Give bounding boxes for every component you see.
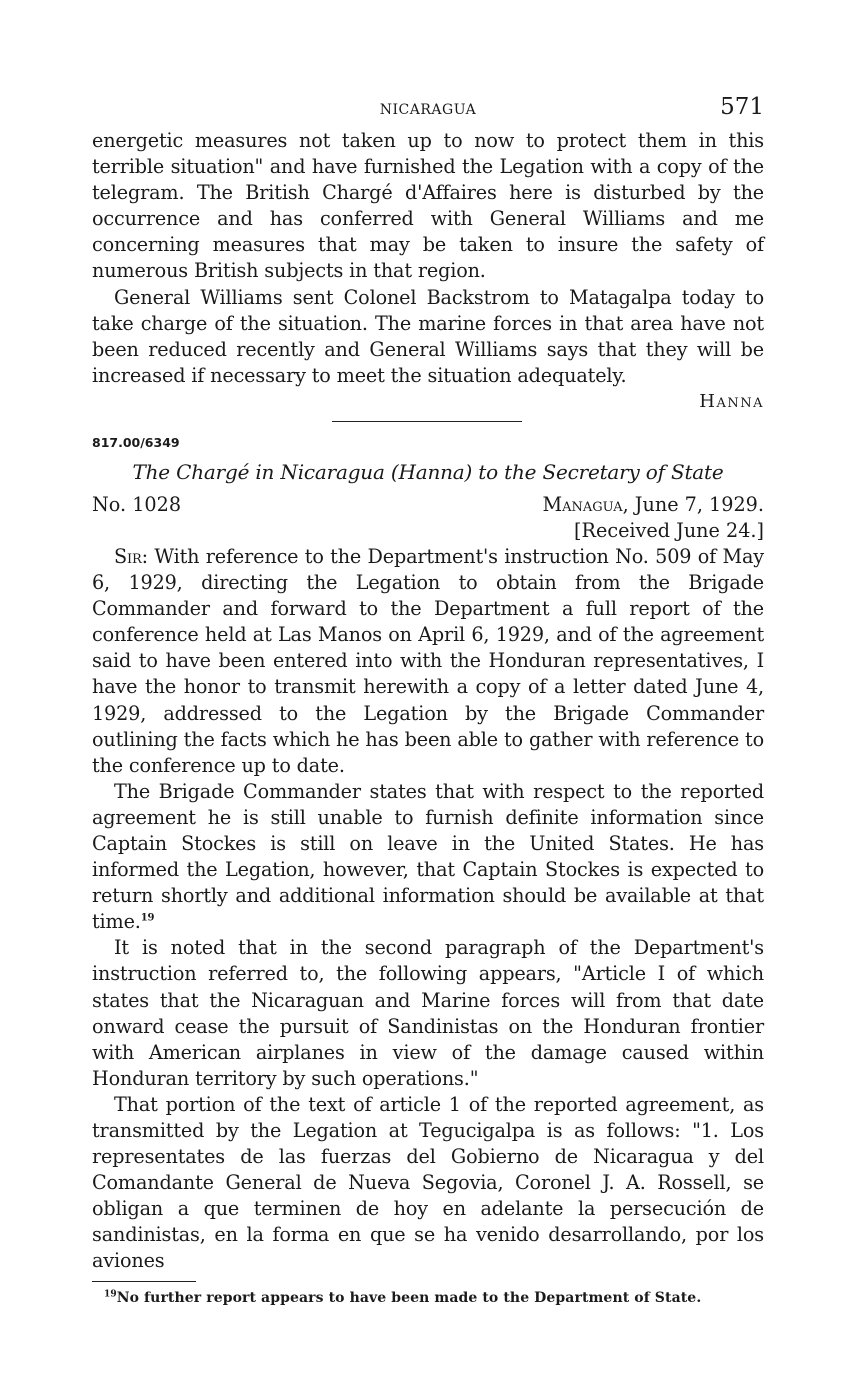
dispatch-date: , June 7, 1929. <box>622 492 764 516</box>
page <box>92 94 764 1308</box>
footnote-marker: 19 <box>104 1288 117 1299</box>
dispatch-place: Managua <box>542 492 623 516</box>
continuation-paragraph-1: energetic measures not taken up to now to protect them in this terrible situation" and have furnished the Legation with a copy of the telegram. The British Chargé d'Affaires here is disturbed by the occurrence and has conferred with General Williams and me concerning measures that may be taken to insure the safety of numerous British subjects in that region. <box>92 129 764 283</box>
signature: Hanna <box>699 390 764 412</box>
dispatch-number: No. 1028 <box>92 492 182 516</box>
letter-paragraph-1-text: : With reference to the Department's instruction No. 509 of May 6, 1929, directing the Legation to obtain from the Brigade Commander and forward to the Department a full report of the conference held at Las Manos on April 6, 1929, and of the agreement said to have been entered into with the Honduran representatives, I have the honor to transmit herewith a copy of a letter dated June 4, 1929, addressed to the Legation by the Brigade Commander outlining the facts which he has been able to gather with reference to the conference up to date. <box>92 544 764 777</box>
footnote-text: No further report appears to have been made to the Department of State. <box>116 1289 702 1306</box>
running-title: NICARAGUA <box>379 102 477 118</box>
received-date: [Received June 24.] <box>574 518 764 542</box>
footnote-divider <box>92 1281 196 1282</box>
dispatch-header <box>92 492 764 518</box>
body-text <box>92 128 764 389</box>
running-head <box>92 94 764 128</box>
section-divider <box>332 421 522 422</box>
continuation-paragraph-2: General Williams sent Colonel Backstrom to Matagalpa today to take charge of the situation. The marine forces in that area have not been reduced recently and General Williams says that they will be increased if necessary to meet the situation adequately. <box>92 285 764 387</box>
letter-paragraph-2-text: The Brigade Commander states that with respect to the reported agreement he is still unable to furnish definite information since Captain Stockes is still on leave in the United States. He has informed the Legation, however, that Captain Stockes is expected to return shortly and additional information should be available at that time. <box>92 779 764 934</box>
file-number: 817.00/6349 <box>92 434 180 450</box>
letter-paragraph-4: That portion of the text of article 1 of the reported agreement, as transmitted by the Legation at Tegucigalpa is as follows: "1. Los representates de las fuerzas del Gobierno de Nicaragua y del Comandante General de Nueva Segovia, Coronel J. A. Rossell, se obligan a que terminen de hoy en adelante la persecución de sandinistas, en la forma en que se ha venido desarrollando, por los aviones <box>92 1092 764 1273</box>
heading-name: Hanna <box>398 459 465 484</box>
heading-part-1: The Chargé in Nicaragua ( <box>132 459 399 484</box>
page-number: 571 <box>720 94 764 120</box>
salutation: Sir <box>114 544 142 568</box>
heading-part-2: ) to the Secretary of State <box>464 459 724 484</box>
footnote-reference[interactable]: 19 <box>140 912 155 924</box>
letter-body <box>92 544 764 1275</box>
letter-paragraph-2 <box>92 779 764 936</box>
letter-paragraph-1 <box>92 544 764 779</box>
footnote <box>92 1288 764 1308</box>
place-date <box>542 492 764 518</box>
letter-paragraph-3: It is noted that in the second paragraph of the Department's instruction referred to, the following appears, "Article I of which states that the Nicaraguan and Marine forces will from that date onward cease the pursuit of Sandinistas on the Honduran frontier with American airplanes in view of the damage caused within Honduran territory by such operations." <box>92 936 764 1090</box>
document-heading <box>92 458 764 486</box>
